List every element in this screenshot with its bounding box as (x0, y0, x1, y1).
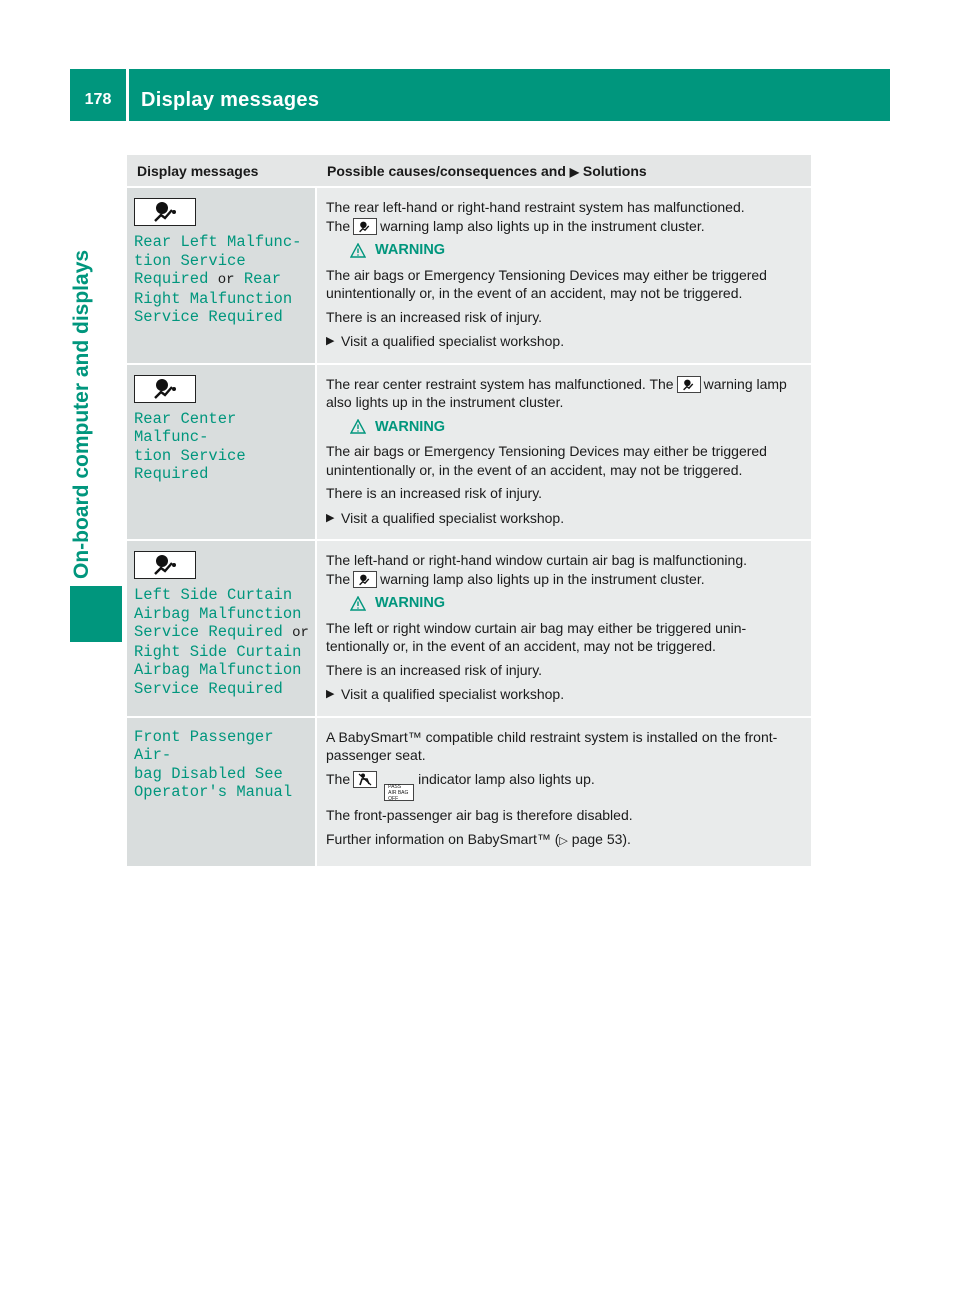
table-row (127, 717, 811, 868)
passenger-airbag-off-icon (384, 784, 414, 801)
airbag-warning-lamp-icon (134, 198, 196, 226)
risk-text: There is an increased risk of injury. (326, 661, 543, 678)
solution-cell (316, 540, 811, 717)
display-message-cell (127, 187, 316, 364)
message-text-line: Right Side Curtain (134, 642, 302, 661)
message-text-line: Rear Left Malfunc- (134, 233, 302, 251)
risk-text: There is an increased risk of injury. (326, 308, 543, 325)
action-arrow-icon: ▶ (326, 511, 335, 524)
airbag-warning-lamp-icon (134, 375, 196, 403)
table-row (127, 540, 811, 717)
warning-label: WARNING (375, 595, 446, 611)
cause-fragment: The (326, 770, 351, 787)
message-text-line: Operator's Manual (134, 783, 293, 801)
warning-heading (350, 241, 803, 260)
action-text: Visit a qualified specialist workshop. (341, 509, 565, 526)
page-title: Display messages (141, 89, 320, 111)
action-text: Visit a qualified specialist workshop. (341, 686, 565, 702)
solution-cell (316, 717, 811, 868)
warning-text: The air bags or Emergency Tensioning Devices may either be triggered unintentionally or, in the event of an accident, may not be triggered. (326, 443, 767, 478)
message-text-line: bag Disabled See (134, 764, 283, 783)
chapter-tab (70, 586, 122, 642)
message-text-line: Rear Center Malfunc- (134, 409, 237, 446)
message-text-fragment: Rear (243, 270, 282, 288)
table-row (127, 364, 811, 541)
cause-fragment: warning lamp also lights up in the instrument cluster. (380, 217, 705, 234)
warning-text: The air bags or Emergency Tensioning Devices may either be triggered unintentionally or, in the event of an accident, may not be triggered. (326, 266, 767, 301)
pass-icon-text: PASS (388, 783, 402, 790)
cross-reference (326, 830, 803, 851)
airbag-occupant-icon (353, 571, 377, 588)
action-text: Visit a qualified specialist workshop. (341, 333, 565, 349)
message-text-line: Right Malfunction (134, 289, 293, 308)
message-text-line: tion Service (134, 251, 246, 270)
message-text-line: tion Service (134, 446, 246, 465)
cause-fragment: warning lamp also lights up in the instrument cluster. (380, 570, 705, 587)
message-text-line: Airbag Malfunction (134, 604, 302, 623)
action-arrow-icon: ▶ (326, 688, 335, 700)
warning-heading (350, 594, 803, 613)
display-message-cell (127, 717, 316, 868)
airbag-warning-lamp-icon (134, 551, 196, 579)
solution-cell (316, 187, 811, 364)
header-divider (126, 69, 129, 121)
warning-triangle-icon (350, 243, 366, 258)
message-text-line: Front Passenger Air- (134, 727, 274, 764)
table-row (127, 187, 811, 364)
cause-fragment: The (326, 217, 351, 234)
messages-table (127, 155, 811, 868)
message-text-line: Service Required (134, 679, 283, 698)
message-text-fragment: Required (134, 270, 209, 288)
reference-fragment: Further information on BabySmart™ ( (326, 830, 560, 847)
or-label: or (217, 272, 235, 288)
child-seat-icon (353, 771, 377, 788)
solutions-arrow-icon: ▶ (569, 165, 580, 179)
action-item (326, 332, 803, 351)
column-header-solutions (316, 155, 811, 187)
cause-fragment: warning lamp also lights up in the instrument cluster. (326, 375, 787, 410)
cause-text-line (326, 375, 803, 412)
warning-text: The left or right window curtain air bag may either be triggered unin-tentionally or, in the event of an accident, may not be triggered. (326, 619, 747, 654)
cause-text-line (326, 570, 803, 589)
cause-text: The front-passenger air bag is therefore disabled. (326, 807, 633, 823)
message-text-line: Left Side Curtain (134, 586, 293, 604)
display-message-cell (127, 364, 316, 541)
warning-label: WARNING (375, 418, 446, 435)
cause-text-line (326, 217, 803, 236)
page-number: 178 (84, 91, 112, 108)
action-item (326, 509, 803, 528)
column-header-causes-label: Possible causes/consequences and (327, 163, 566, 179)
message-text-line: Service Required (134, 308, 283, 326)
cause-text: The left-hand or right-hand window curtain air bag is malfunctioning. (326, 552, 748, 568)
message-text-line-group (134, 623, 311, 643)
message-text-fragment: Service Required (134, 623, 283, 641)
column-header-display-messages: Display messages (127, 155, 316, 187)
table-header-row (127, 155, 811, 187)
page-reference-arrow-icon: ▷ (559, 834, 568, 847)
cause-text: A BabySmart™ compatible child restraint system is installed on the front-passenger seat. (326, 728, 778, 763)
message-text-line-group (134, 270, 311, 290)
display-message-cell (127, 540, 316, 717)
sidebar-chapter-label: On-board computer and displays (70, 249, 93, 579)
cause-fragment: The (326, 570, 351, 587)
action-item (326, 685, 803, 704)
airbag-occupant-icon (353, 218, 377, 235)
cause-text-line (326, 770, 803, 802)
warning-label: WARNING (375, 242, 446, 258)
risk-text: There is an increased risk of injury. (326, 485, 543, 501)
warning-triangle-icon (350, 596, 366, 611)
cause-text: The rear left-hand or right-hand restraint system has malfunctioned. (326, 199, 745, 215)
airbag-off-icon-text: AIR BAG OFF (388, 789, 409, 802)
warning-triangle-icon (350, 419, 366, 434)
message-text-line: Airbag Malfunction (134, 661, 302, 679)
airbag-occupant-icon (677, 376, 701, 393)
or-label: or (292, 625, 309, 641)
page-reference-link[interactable]: page 53). (567, 830, 631, 847)
column-header-solutions-label: Solutions (582, 163, 647, 179)
message-text-line: Required (134, 465, 209, 483)
action-arrow-icon: ▶ (326, 335, 335, 347)
cause-fragment: indicator lamp also lights up. (418, 770, 595, 787)
solution-cell (316, 364, 811, 541)
cause-fragment: The rear center restraint system has malfunctioned. The (326, 375, 674, 392)
warning-heading (350, 418, 803, 437)
